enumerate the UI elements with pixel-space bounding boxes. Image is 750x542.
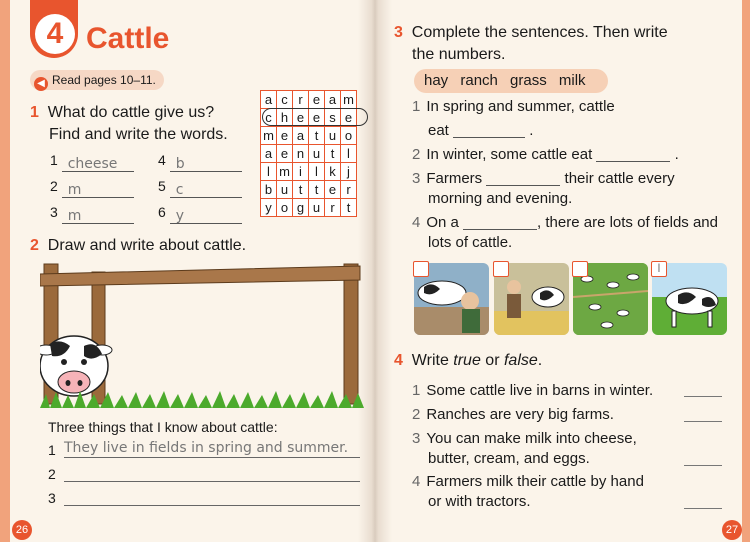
picture-number-box[interactable]: l — [651, 261, 667, 277]
true-false-answer-2[interactable] — [684, 421, 722, 422]
true-false-answer-1[interactable] — [684, 396, 722, 397]
sentence-text: In winter, some cattle eat — [426, 146, 593, 163]
ex4-item-4b: or with tractors. — [428, 493, 531, 510]
grid-letter[interactable]: a — [261, 145, 277, 163]
grid-letter[interactable]: u — [309, 145, 325, 163]
ex1-number: 1 — [30, 104, 39, 121]
grid-row — [261, 199, 357, 217]
ex1-item — [158, 178, 242, 198]
grid-letter[interactable]: u — [325, 127, 341, 145]
ex3-number: 3 — [394, 24, 403, 41]
grid-letter[interactable]: l — [261, 163, 277, 181]
item-number: 3 — [412, 430, 421, 447]
answer-field[interactable]: y — [170, 208, 242, 224]
write-line[interactable] — [64, 464, 360, 482]
grid-letter[interactable]: o — [341, 127, 357, 145]
ex2-number: 2 — [30, 237, 39, 254]
ex3-sentence-1 — [412, 97, 615, 117]
grid-row — [261, 145, 357, 163]
ex3-sentence-3 — [412, 169, 675, 189]
grid-row — [261, 127, 357, 145]
grid-letter[interactable]: h — [277, 109, 293, 127]
ex1-line1: What do cattle give us? — [47, 104, 215, 121]
blank-field[interactable] — [596, 146, 670, 162]
ex3-heading — [394, 22, 668, 66]
line-number: 1 — [48, 442, 56, 458]
item-number: 4 — [412, 473, 421, 490]
grid-letter[interactable]: m — [341, 91, 357, 109]
page-number-left: 26 — [12, 520, 32, 540]
true-false-answer-3[interactable] — [684, 465, 722, 466]
item-number: 6 — [158, 204, 166, 220]
right-page-edge — [742, 0, 750, 542]
sentence-text: , there are lots of fields and — [537, 214, 718, 231]
grid-letter[interactable]: a — [293, 127, 309, 145]
page-number-right: 27 — [722, 520, 742, 540]
grid-letter[interactable]: b — [261, 181, 277, 199]
ex4-number: 4 — [394, 352, 403, 369]
ex4-false-word: false — [503, 352, 538, 369]
grid-letter[interactable]: t — [341, 199, 357, 217]
item-text: Some cattle live in barns in winter. — [426, 382, 654, 399]
sentence-number: 1 — [412, 98, 421, 115]
answer-field[interactable]: m — [62, 182, 134, 198]
grid-letter[interactable]: y — [261, 199, 277, 217]
grid-letter[interactable]: t — [293, 181, 309, 199]
answer-field[interactable]: cheese — [62, 156, 134, 172]
item-number: 2 — [412, 406, 421, 423]
fence-rail — [40, 266, 360, 286]
grid-letter[interactable]: a — [325, 91, 341, 109]
read-pages-text: Read pages 10–11. — [52, 73, 156, 87]
answer-field[interactable]: m — [62, 208, 134, 224]
answer-field[interactable]: c — [170, 182, 242, 198]
grid-letter[interactable]: e — [309, 109, 325, 127]
picture-number-box[interactable] — [413, 261, 429, 277]
grid-letter[interactable]: e — [341, 109, 357, 127]
item-number: 3 — [50, 204, 58, 220]
item-text: You can make milk into cheese, — [426, 430, 637, 447]
write-line[interactable] — [64, 488, 360, 506]
ex4-item-2 — [412, 405, 614, 425]
ex4-item-3b: butter, cream, and eggs. — [428, 450, 590, 467]
item-number: 1 — [412, 382, 421, 399]
ex3-line2: the numbers. — [412, 46, 506, 63]
blank-field[interactable] — [463, 214, 537, 230]
grid-letter[interactable]: o — [277, 199, 293, 217]
grid-letter[interactable]: t — [325, 145, 341, 163]
item-number: 5 — [158, 178, 166, 194]
sentence-number: 3 — [412, 170, 421, 187]
ex4-item-1 — [412, 381, 653, 401]
unit-number: 4 — [35, 14, 75, 54]
ex3-sentence-3b: morning and evening. — [428, 190, 573, 207]
grid-row — [261, 181, 357, 199]
grid-letter[interactable]: n — [293, 145, 309, 163]
ex3-sentence-1b: eat . — [428, 122, 534, 139]
grid-letter[interactable]: j — [341, 163, 357, 181]
ex1-item — [158, 204, 242, 224]
item-number: 4 — [158, 152, 166, 168]
ex4-period: . — [537, 352, 543, 369]
ex4-or: or — [480, 352, 504, 369]
fence-drawing-area[interactable] — [40, 262, 364, 410]
ex1-line2: Find and write the words. — [49, 126, 228, 143]
ex4-true-word: true — [453, 352, 481, 369]
ex2-heading — [30, 235, 246, 257]
unit-title: Cattle — [86, 22, 170, 55]
grid-letter[interactable]: c — [261, 109, 277, 127]
grid-letter[interactable]: e — [325, 181, 341, 199]
fence-post — [344, 264, 358, 404]
sentence-number: 2 — [412, 146, 421, 163]
ex1-item — [50, 204, 134, 224]
grid-letter[interactable]: i — [293, 163, 309, 181]
grid-letter[interactable]: e — [293, 109, 309, 127]
grid-letter[interactable]: u — [277, 181, 293, 199]
ex2-title: Draw and write about cattle. — [47, 237, 247, 254]
sentence-text: On a — [426, 214, 459, 231]
grid-letter[interactable]: e — [309, 91, 325, 109]
ex4-item-3 — [412, 429, 637, 449]
grid-letter[interactable]: l — [309, 163, 325, 181]
write-line[interactable]: They live in fields in spring and summer. — [64, 440, 360, 458]
grid-letter[interactable]: k — [325, 163, 341, 181]
grid-letter[interactable]: r — [325, 199, 341, 217]
grid-letter[interactable]: t — [309, 127, 325, 145]
picture-number-box[interactable] — [572, 261, 588, 277]
answer-field[interactable]: b — [170, 156, 242, 172]
read-pages-note — [30, 70, 164, 90]
ex4-heading — [394, 350, 542, 372]
ex3-sentence-4b: lots of cattle. — [428, 234, 513, 251]
cheese-circle — [262, 108, 368, 126]
grid-letter[interactable]: m — [261, 127, 277, 145]
grid-letter[interactable]: u — [309, 199, 325, 217]
item-number: 2 — [50, 178, 58, 194]
blank-field[interactable] — [486, 170, 560, 186]
true-false-answer-4[interactable] — [684, 508, 722, 509]
grid-row — [261, 163, 357, 181]
ex3-sentence-2: 2 In winter, some cattle eat . — [412, 146, 679, 163]
sentence-text: their cattle every — [564, 170, 675, 187]
left-page-edge — [0, 0, 10, 542]
grid-row — [261, 91, 357, 109]
grid-letter[interactable]: g — [293, 199, 309, 217]
line-number: 3 — [48, 490, 56, 506]
grid-letter[interactable]: c — [277, 91, 293, 109]
grid-letter[interactable]: e — [277, 127, 293, 145]
grid-letter[interactable]: t — [309, 181, 325, 199]
grid-letter[interactable]: e — [277, 145, 293, 163]
picture-number-box[interactable] — [493, 261, 509, 277]
item-text: Farmers milk their cattle by hand — [426, 473, 644, 490]
sentence-number: 4 — [412, 214, 421, 231]
ex3-sentence-4 — [412, 213, 718, 233]
grid-letter[interactable]: r — [341, 181, 357, 199]
word-bank: hay ranch grass milk — [414, 69, 608, 93]
ex1-item — [158, 152, 242, 172]
grid-letter[interactable]: r — [293, 91, 309, 109]
item-number: 1 — [50, 152, 58, 168]
blank-field[interactable] — [453, 122, 525, 138]
grid-letter[interactable]: l — [341, 145, 357, 163]
line-number: 2 — [48, 466, 56, 482]
ex1-item — [50, 152, 134, 172]
ex4-item-4 — [412, 472, 644, 492]
sentence-text: Farmers — [426, 170, 483, 187]
ex4-title: Write — [411, 352, 454, 369]
item-text: Ranches are very big farms. — [426, 406, 614, 423]
grid-letter[interactable]: s — [325, 109, 341, 127]
grid-letter[interactable]: a — [261, 91, 277, 109]
arrow-left-icon: ◀ — [34, 77, 48, 91]
ex1-heading — [30, 102, 228, 146]
sentence-text: eat — [428, 122, 449, 139]
ex3-line1: Complete the sentences. Then write — [411, 24, 668, 41]
grid-letter[interactable]: m — [277, 163, 293, 181]
ex2-prompt: Three things that I know about cattle: — [48, 419, 278, 435]
sentence-text: In spring and summer, cattle — [426, 98, 615, 115]
ex1-item — [50, 178, 134, 198]
